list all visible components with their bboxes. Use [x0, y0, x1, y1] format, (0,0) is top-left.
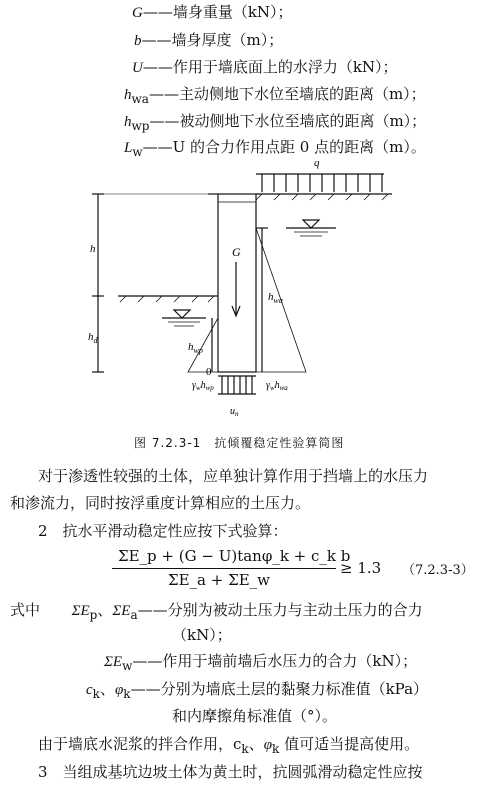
label-G: G: [232, 245, 241, 259]
def-U: U——作用于墙底面上的水浮力（kN）；: [132, 58, 398, 76]
where-line-3b: 和内摩擦角标准值（°）。: [172, 707, 338, 725]
ground-hatch-front: [120, 296, 214, 302]
retaining-wall: [218, 194, 256, 372]
label-hwp: $h_{wp}$: [188, 341, 203, 355]
formula-denominator: ΣE_a + ΣE_w: [168, 571, 270, 589]
label-zero: 0: [206, 366, 212, 378]
figure-caption: 图 7.2.3-1 抗倾覆稳定性验算简图: [134, 436, 345, 450]
def-Lw: $L_w——U$ 的合力作用点距 0 点的距离（m）。: [124, 138, 426, 159]
surcharge-arrows: [262, 174, 382, 192]
where-line-3: $c_k$、$\varphi_k——$分别为墙底土层的黏聚力标准值（kPa）: [86, 680, 429, 701]
def-hwa: $h_{wa}——$主动侧地下水位至墙底的距离（m）；: [124, 85, 426, 106]
def-hwp: $h_{wp}——$被动侧地下水位至墙底的距离（m）；: [124, 112, 427, 133]
label-gamma-hwp: $\gamma_wh_{wp}$: [192, 380, 214, 392]
label-q: q: [314, 157, 320, 169]
ground-hatch-back: [256, 194, 388, 200]
paragraph-1-line-1: 对于渗透性较强的土体，应单独计算作用于挡墙上的水压力: [38, 467, 429, 485]
where-line-1b: （kN）；: [172, 626, 232, 644]
formula-inequality: ≥ 1.3: [340, 559, 382, 577]
def-b: b——墙身厚度（m）；: [134, 31, 284, 49]
formula-7-2-3-3: [0, 545, 492, 595]
def-G: G——墙身重量（kN）；: [132, 3, 293, 21]
overturning-diagram: [0, 152, 492, 432]
item-2-heading: 2 抗水平滑动稳定性应按下式验算：: [38, 522, 288, 540]
where-line-2: $\Sigma E_w——$作用于墙前墙后水压力的合力（kN）；: [104, 652, 418, 673]
label-gamma-hwa: $\gamma_wh_{wa}$: [266, 380, 288, 392]
water-level-back: [286, 220, 336, 236]
label-h: h: [90, 243, 96, 255]
formula-numerator: ΣE_p + (G − U)tanφ_k + c_k b: [118, 547, 351, 565]
where-line-1: 式中 $\Sigma E_p$、$\Sigma E_a——$分别为被动土压力与主动土压力的合力: [10, 601, 423, 622]
label-hd: $h_d$: [88, 331, 98, 345]
paragraph-2: 由于墙底水泥浆的拌合作用，$c_k$、$\varphi_k$ 值可适当提高使用。: [38, 735, 420, 756]
label-u: $u_n$: [230, 406, 239, 418]
label-hwa: $h_{wa}$: [268, 291, 283, 305]
uplift-arrows: [222, 376, 252, 394]
formula-fraction-bar: [112, 568, 336, 569]
item-3-heading: 3 当组成基坑边坡土体为黄土时，抗圆弧滑动稳定性应按: [38, 763, 423, 781]
formula-number: （7.2.3-3）: [402, 563, 474, 578]
paragraph-1-line-2: 和渗流力，同时按浮重度计算相应的土压力。: [10, 494, 311, 512]
water-level-front: [162, 310, 206, 326]
